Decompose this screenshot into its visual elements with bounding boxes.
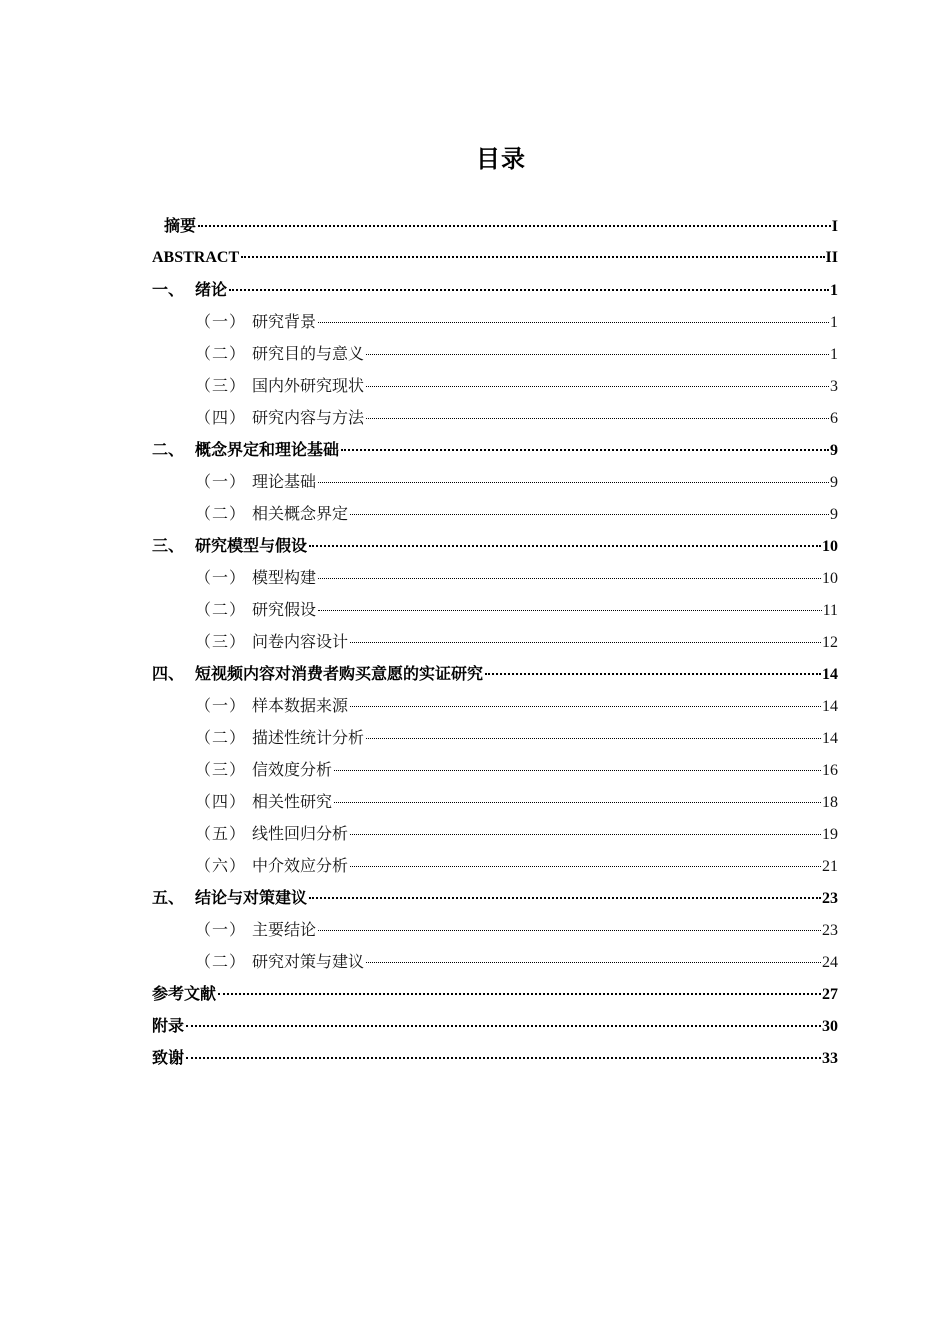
toc-entry[interactable]	[152, 786, 838, 818]
toc-entry[interactable]	[152, 242, 838, 274]
toc-entry-number: （三）	[195, 760, 247, 779]
toc-dot-leader	[186, 1057, 821, 1059]
toc-dot-leader	[485, 673, 821, 675]
toc-dot-leader	[229, 289, 829, 291]
toc-entry-number: （二）	[195, 344, 247, 363]
toc-entry-number: （一）	[195, 472, 247, 491]
toc-entry-label: 研究假设	[252, 600, 317, 619]
toc-dot-leader	[318, 482, 829, 483]
toc-page-number: 14	[822, 730, 838, 747]
toc-entry-label: 摘要	[164, 216, 197, 235]
toc-entry-label: 样本数据来源	[252, 696, 349, 715]
toc-page-number: 14	[822, 698, 838, 715]
toc-dot-leader	[366, 386, 829, 387]
toc-page-number: 27	[822, 986, 838, 1003]
toc-page-number: II	[825, 249, 838, 266]
toc-page-number: 16	[822, 762, 838, 779]
toc-dot-leader	[334, 770, 821, 771]
toc-entry-label: ABSTRACT	[152, 249, 240, 266]
toc-entry[interactable]	[152, 978, 838, 1010]
toc-page-number: 11	[822, 602, 838, 619]
toc-dot-leader	[334, 802, 821, 803]
toc-entry-number: （一）	[195, 568, 247, 587]
toc-entry-label: 研究背景	[252, 312, 317, 331]
toc-entry[interactable]	[152, 306, 838, 338]
toc-dot-leader	[366, 962, 821, 963]
toc-dot-leader	[366, 738, 821, 739]
toc-dot-leader	[218, 993, 821, 995]
toc-page-number: 19	[822, 826, 838, 843]
toc-entry-number: （三）	[195, 632, 247, 651]
toc-entry-number: 一、	[152, 280, 185, 299]
toc-dot-leader	[350, 866, 821, 867]
toc-entry[interactable]	[152, 658, 838, 690]
toc-entry[interactable]	[152, 434, 838, 466]
toc-entry-number: 五、	[152, 888, 185, 907]
toc-dot-leader	[350, 834, 821, 835]
toc-entry-number: （一）	[195, 312, 247, 331]
toc-page-number: 10	[822, 538, 838, 555]
toc-entry[interactable]	[152, 754, 838, 786]
toc-page-number: 1	[830, 314, 838, 331]
toc-dot-leader	[318, 578, 821, 579]
toc-entry-label: 研究内容与方法	[252, 408, 365, 427]
toc-dot-leader	[198, 225, 831, 227]
toc-dot-leader	[318, 322, 829, 323]
toc-entry-label: 中介效应分析	[252, 856, 349, 875]
toc-dot-leader	[350, 642, 821, 643]
toc-entry-label: 研究模型与假设	[195, 536, 308, 555]
toc-entry-label: 相关性研究	[252, 792, 333, 811]
toc-entry[interactable]	[152, 946, 838, 978]
toc-entry[interactable]	[152, 466, 838, 498]
toc-dot-leader	[366, 354, 829, 355]
toc-dot-leader	[241, 256, 824, 258]
toc-page-number: I	[831, 218, 838, 235]
toc-dot-leader	[309, 545, 821, 547]
toc-page-number: 18	[822, 794, 838, 811]
toc-entry[interactable]	[152, 274, 838, 306]
toc-page-number: 23	[822, 922, 838, 939]
toc-entry[interactable]	[152, 210, 838, 242]
toc-entry-label: 研究对策与建议	[252, 952, 365, 971]
toc-entry[interactable]	[152, 818, 838, 850]
toc-entry-label: 线性回归分析	[252, 824, 349, 843]
toc-entry-label: 参考文献	[152, 984, 217, 1003]
toc-page-number: 9	[830, 442, 838, 459]
toc-entry-number: （六）	[195, 856, 247, 875]
toc-dot-leader	[341, 449, 829, 451]
toc-entry[interactable]	[152, 562, 838, 594]
toc-page-number: 9	[830, 506, 838, 523]
toc-entry-label: 概念界定和理论基础	[195, 440, 340, 459]
toc-entry[interactable]	[152, 850, 838, 882]
toc-page-number: 21	[822, 858, 838, 875]
toc-entry-label: 模型构建	[252, 568, 317, 587]
toc-entry-number: 四、	[152, 664, 185, 683]
toc-page-number: 14	[822, 666, 838, 683]
toc-page-number: 9	[830, 474, 838, 491]
toc-dot-leader	[350, 706, 821, 707]
toc-entry-number: （二）	[195, 728, 247, 747]
toc-entry-label: 问卷内容设计	[252, 632, 349, 651]
toc-entry[interactable]	[152, 1010, 838, 1042]
toc-entry-label: 理论基础	[252, 472, 317, 491]
toc-page-number: 12	[822, 634, 838, 651]
toc-dot-leader	[350, 514, 829, 515]
toc-entry-label: 致谢	[152, 1048, 185, 1067]
toc-entry-number: （三）	[195, 376, 247, 395]
toc-entry-label: 结论与对策建议	[195, 888, 308, 907]
toc-entry-number: （二）	[195, 600, 247, 619]
toc-entry-number: （二）	[195, 504, 247, 523]
toc-entry-number: （四）	[195, 792, 247, 811]
toc-page-number: 30	[822, 1018, 838, 1035]
toc-entry-number: （五）	[195, 824, 247, 843]
toc-entry[interactable]	[152, 370, 838, 402]
toc-entry[interactable]	[152, 594, 838, 626]
toc-entry[interactable]	[152, 498, 838, 530]
toc-entry-label: 研究目的与意义	[252, 344, 365, 363]
toc-entry-number: （一）	[195, 920, 247, 939]
toc-entry-label: 附录	[152, 1016, 185, 1035]
toc-dot-leader	[366, 418, 829, 419]
toc-entry-label: 国内外研究现状	[252, 376, 365, 395]
toc-entry[interactable]	[152, 882, 838, 914]
toc-entry-label: 信效度分析	[252, 760, 333, 779]
toc-entry-number: （一）	[195, 696, 247, 715]
toc-entry-label: 描述性统计分析	[252, 728, 365, 747]
toc-entry[interactable]	[152, 914, 838, 946]
toc-dot-leader	[309, 897, 821, 899]
toc-entry[interactable]	[152, 626, 838, 658]
toc-page-number: 1	[830, 282, 838, 299]
toc-entry[interactable]	[152, 402, 838, 434]
page-title: 目录	[476, 145, 526, 173]
toc-entry[interactable]	[152, 722, 838, 754]
toc-entry[interactable]	[152, 690, 838, 722]
toc-page-number: 3	[830, 378, 838, 395]
toc-entry-number: （二）	[195, 952, 247, 971]
toc-entry-number: （四）	[195, 408, 247, 427]
toc-page-number: 1	[830, 346, 838, 363]
toc-page-number: 33	[822, 1050, 838, 1067]
toc-page-number: 23	[822, 890, 838, 907]
toc-page-number: 24	[822, 954, 838, 971]
toc-page-number: 6	[830, 410, 838, 427]
toc-entry[interactable]	[152, 530, 838, 562]
toc-entry-number: 二、	[152, 440, 185, 459]
toc-dot-leader	[318, 610, 822, 611]
toc-dot-leader	[186, 1025, 821, 1027]
toc-entry[interactable]	[152, 1042, 838, 1074]
toc-entry[interactable]	[152, 338, 838, 370]
toc-page-number: 10	[822, 570, 838, 587]
toc-entry-label: 绪论	[195, 280, 228, 299]
toc-dot-leader	[318, 930, 821, 931]
toc-entry-number: 三、	[152, 536, 185, 555]
toc-entry-label: 短视频内容对消费者购买意愿的实证研究	[195, 664, 484, 683]
toc-entry-label: 相关概念界定	[252, 504, 349, 523]
toc-entry-label: 主要结论	[252, 920, 317, 939]
table-of-contents	[152, 210, 838, 1074]
